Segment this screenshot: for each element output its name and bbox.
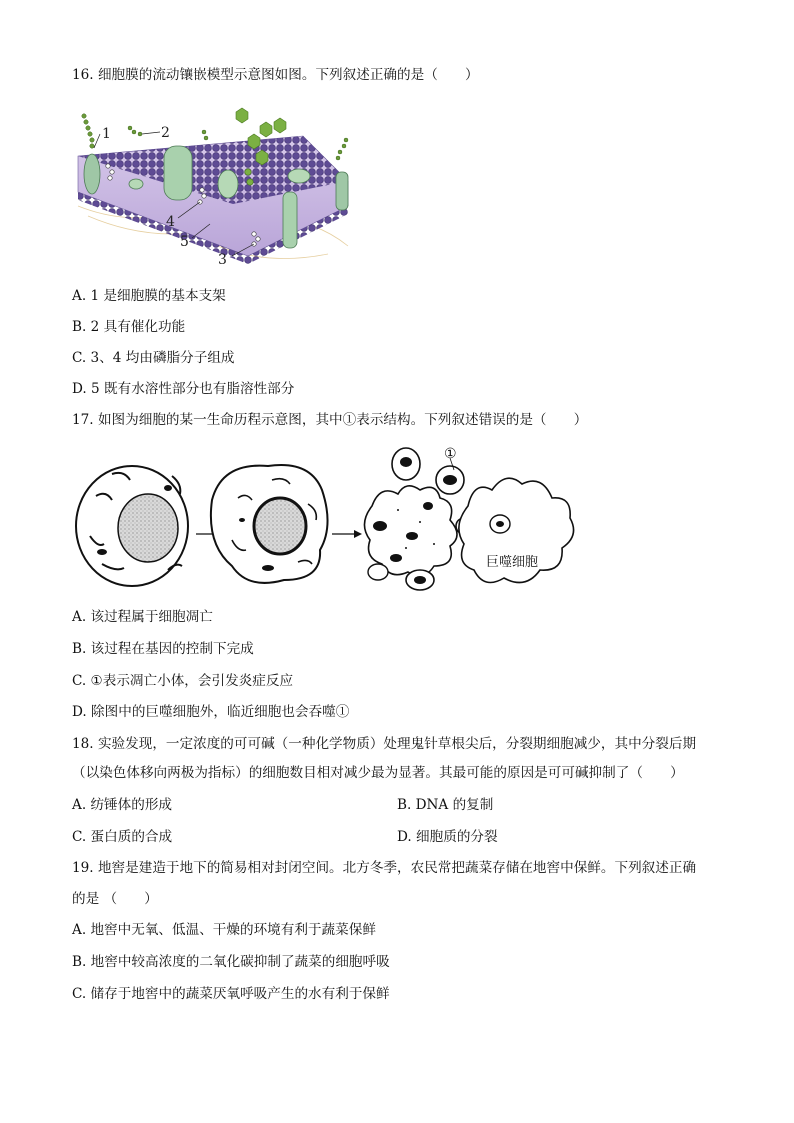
label-2: 2 [161, 125, 170, 141]
q18-stem-line2: （以染色体移向两极为指标）的细胞数目相对减少最为显著。其最可能的原因是可可碱抑制了（ ） [72, 765, 684, 781]
q18-option-c: C. 蛋白质的合成 [72, 829, 173, 845]
macrophage-label: 巨噬细胞 [486, 555, 539, 570]
q16-option-d: D. 5 既有水溶性部分也有脂溶性部分 [72, 381, 295, 397]
q17-option-d: D. 除图中的巨噬细胞外，临近细胞也会吞噬① [72, 704, 350, 720]
normal-cell [76, 466, 188, 586]
q16-option-a: A. 1 是细胞膜的基本支架 [72, 288, 226, 304]
label-3: 3 [218, 252, 227, 268]
q19-stem-line1: 19. 地窖是建造于地下的简易相对封闭空间。北方冬季，农民常把蔬菜存储在地窖中保鲜。下列叙述正确 [72, 860, 697, 876]
q18-option-b: B. DNA 的复制 [397, 797, 494, 813]
apoptosis-figure [72, 440, 576, 596]
q17-option-a: A. 该过程属于细胞凋亡 [72, 609, 213, 625]
q18-option-d: D. 细胞质的分裂 [397, 829, 498, 845]
label-1: 1 [102, 126, 111, 142]
fragmenting-cell [364, 448, 472, 590]
marker-1: ① [444, 446, 457, 462]
q19-stem-line2: 的是 （ ） [72, 891, 158, 907]
q19-option-b: B. 地窖中较高浓度的二氧化碳抑制了蔬菜的细胞呼吸 [72, 954, 390, 970]
q18-stem-line1: 18. 实验发现，一定浓度的可可碱（一种化学物质）处理鬼针草根尖后，分裂期细胞减少，其中分裂后期 [72, 736, 697, 752]
q17-option-b: B. 该过程在基因的控制下完成 [72, 641, 254, 657]
shrinking-cell [211, 465, 328, 583]
q16-stem: 16. 细胞膜的流动镶嵌模型示意图如图。下列叙述正确的是（ ） [72, 67, 479, 83]
q16-option-b: B. 2 具有催化功能 [72, 319, 186, 335]
label-4: 4 [166, 214, 175, 230]
label-5: 5 [180, 234, 189, 250]
q19-option-c: C. 储存于地窖中的蔬菜厌氧呼吸产生的水有利于保鲜 [72, 986, 390, 1002]
q16-option-c: C. 3、4 均由磷脂分子组成 [72, 350, 235, 366]
cell-membrane-figure [68, 96, 368, 272]
q19-option-a: A. 地窖中无氧、低温、干燥的环境有利于蔬菜保鲜 [72, 922, 376, 938]
q17-stem: 17. 如图为细胞的某一生命历程示意图，其中①表示结构。下列叙述错误的是（ ） [72, 412, 588, 428]
q18-option-a: A. 纺锤体的形成 [72, 797, 173, 813]
q17-option-c: C. ①表示凋亡小体，会引发炎症反应 [72, 673, 294, 689]
